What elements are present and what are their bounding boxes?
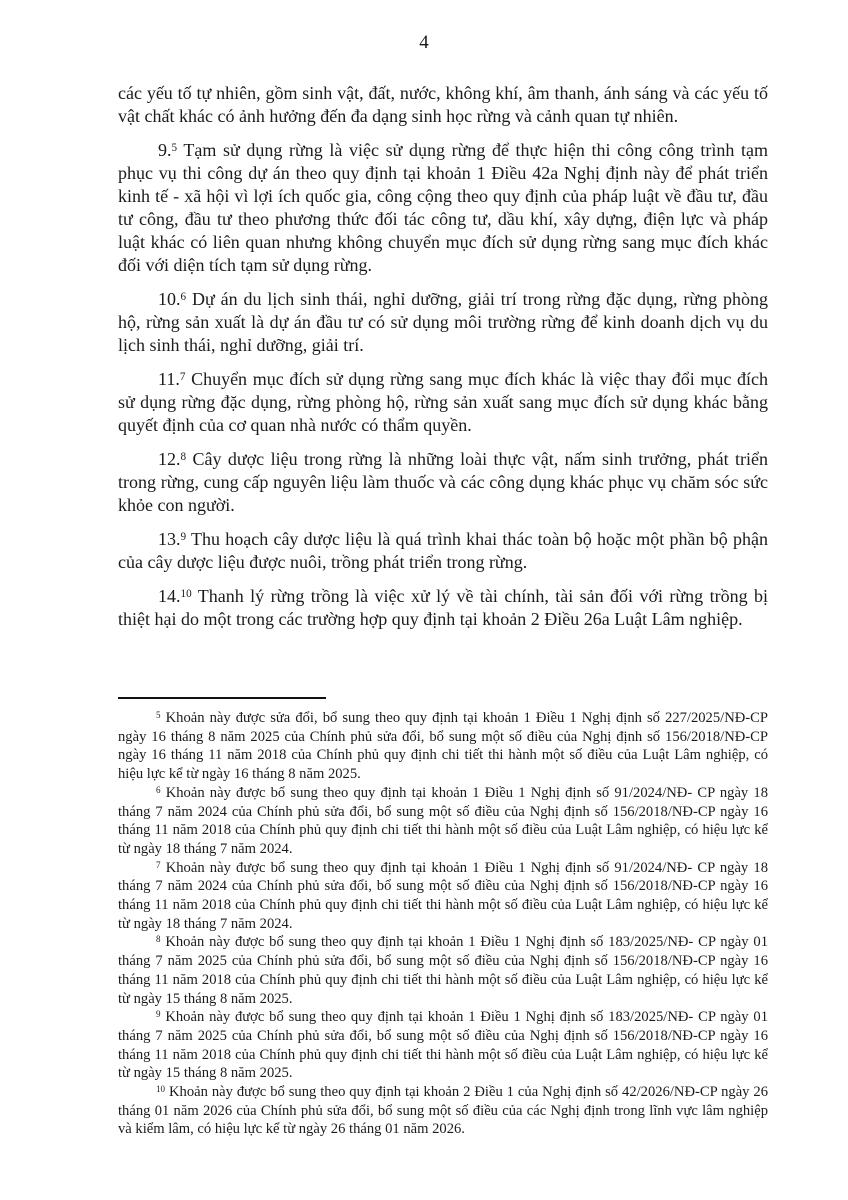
footnote-separator [118, 697, 326, 699]
paragraph-number: 13. [158, 529, 181, 549]
paragraph-number: 14. [158, 586, 181, 606]
body-paragraph-10 [118, 288, 768, 357]
paragraph-number: 12. [158, 449, 181, 469]
body-paragraph-12 [118, 448, 768, 517]
footnote-number: 5 [156, 709, 161, 720]
paragraph-number: 9. [158, 140, 172, 160]
body-paragraph-14 [118, 585, 768, 631]
footnote-number: 7 [156, 859, 161, 870]
footnote-text: Khoản này được bổ sung theo quy định tại khoản 1 Điều 1 Nghị định số 91/2024/NĐ- CP ngày 18 tháng 7 năm 2024 của Chính phủ sửa đổi, bổ sung một số điều của Nghị định số 156/2018/NĐ-CP ngày 16 tháng 11 năm 2018 của Chính phủ quy định chi tiết thi hành một số điều của Luật Lâm nghiệp, có hiệu lực kể từ ngày 18 tháng 7 năm 2024. [118, 784, 768, 857]
footnote-number: 9 [156, 1009, 161, 1020]
paragraph-number: 10. [158, 289, 181, 309]
body-paragraph-continuation [118, 82, 768, 128]
footnote-text: Khoản này được bổ sung theo quy định tại khoản 1 Điều 1 Nghị định số 183/2025/NĐ- CP ngày 01 tháng 7 năm 2025 của Chính phủ sửa đổi, bổ sung một số điều của Nghị định số 156/2018/NĐ-CP ngày 16 tháng 11 năm 2018 của Chính phủ quy định chi tiết thi hành một số điều của Luật Lâm nghiệp, có hiệu lực kể từ ngày 15 tháng 8 năm 2025. [118, 1009, 768, 1082]
paragraph-text: Thu hoạch cây dược liệu là quá trình khai thác toàn bộ hoặc một phần bộ phận của cây dược liệu được nuôi, trồng phát triển trong rừng. [118, 529, 768, 572]
body-text [118, 82, 768, 642]
paragraph-text: Thanh lý rừng trồng là việc xử lý về tài chính, tài sản đối với rừng trồng bị thiệt hại do một trong các trường hợp quy định tại khoản 2 Điều 26a Luật Lâm nghiệp. [118, 586, 768, 629]
paragraph-text: Cây dược liệu trong rừng là những loài thực vật, nấm sinh trưởng, phát triển trong rừng, cung cấp nguyên liệu làm thuốc và các công dụng khác phục vụ chăm sóc sức khỏe con người. [118, 449, 768, 515]
paragraph-text: các yếu tố tự nhiên, gồm sinh vật, đất, nước, không khí, âm thanh, ánh sáng và các yếu tố vật chất khác có ảnh hưởng đến đa dạng sinh học rừng và cảnh quan tự nhiên. [118, 83, 768, 126]
footnote-ref-marker: 10 [180, 587, 192, 600]
footnote-ref-marker: 5 [171, 141, 178, 154]
footnote-text: Khoản này được bổ sung theo quy định tại khoản 1 Điều 1 Nghị định số 183/2025/NĐ- CP ngày 01 tháng 7 năm 2025 của Chính phủ sửa đổi, bổ sung một số điều của Nghị định số 156/2018/NĐ-CP ngày 16 tháng 11 năm 2018 của Chính phủ quy định chi tiết thi hành một số điều của Luật Lâm nghiệp, có hiệu lực kể từ ngày 15 tháng 8 năm 2025. [118, 934, 768, 1007]
footnote-ref-marker: 7 [179, 370, 186, 383]
footnote-text: Khoản này được bổ sung theo quy định tại khoản 2 Điều 1 của Nghị định số 42/2026/NĐ-CP ngày 26 tháng 01 năm 2026 của Chính phủ sửa đổi, bổ sung một số điều của các Nghị định trong lĩnh vực lâm nghiệp và kiểm lâm, có hiệu lực kể từ ngày 26 tháng 01 năm 2026. [118, 1084, 769, 1138]
footnote-number: 8 [156, 934, 161, 945]
paragraph-text: Dự án du lịch sinh thái, nghỉ dưỡng, giải trí trong rừng đặc dụng, rừng phòng hộ, rừng sản xuất là dự án đầu tư có sử dụng môi trường rừng để kinh doanh dịch vụ du lịch sinh thái, nghỉ dưỡng, giải trí. [118, 289, 769, 355]
footnote-5 [118, 709, 768, 784]
footnote-ref-marker: 6 [180, 290, 187, 303]
body-paragraph-13 [118, 528, 768, 574]
paragraph-number: 11. [158, 369, 180, 389]
footnote-number: 10 [156, 1084, 166, 1094]
footnote-ref-marker: 9 [180, 530, 187, 543]
footnote-block [118, 697, 768, 1139]
body-paragraph-9 [118, 139, 768, 277]
footnote-6 [118, 784, 768, 859]
paragraph-text: Chuyển mục đích sử dụng rừng sang mục đích khác là việc thay đổi mục đích sử dụng rừng đặc dụng, rừng phòng hộ, rừng sản xuất sang mục đích sử dụng khác bằng quyết định của cơ quan nhà nước có thẩm quyền. [118, 369, 768, 435]
body-paragraph-11 [118, 368, 768, 437]
footnote-number: 6 [156, 784, 161, 795]
footnote-8 [118, 933, 768, 1008]
footnote-text: Khoản này được bổ sung theo quy định tại khoản 1 Điều 1 Nghị định số 91/2024/NĐ- CP ngày 18 tháng 7 năm 2024 của Chính phủ sửa đổi, bổ sung một số điều của Nghị định số 156/2018/NĐ-CP ngày 16 tháng 11 năm 2018 của Chính phủ quy định chi tiết thi hành một số điều của Luật Lâm nghiệp, có hiệu lực kể từ ngày 18 tháng 7 năm 2024. [118, 859, 768, 932]
footnote-9 [118, 1008, 768, 1083]
page-number: 4 [419, 32, 429, 53]
footnote-10 [118, 1083, 768, 1139]
footnote-7 [118, 859, 768, 934]
footnote-text: Khoản này được sửa đổi, bổ sung theo quy định tại khoản 1 Điều 1 Nghị định số 227/2025/NĐ-CP ngày 16 tháng 8 năm 2025 của Chính phủ sửa đổi, bổ sung một số điều của Nghị định số 156/2018/NĐ-CP ngày 16 tháng 11 năm 2018 của Chính phủ quy định chi tiết thi hành một số điều của Luật Lâm nghiệp, có hiệu lực kể từ ngày 16 tháng 8 năm 2025. [118, 710, 768, 783]
paragraph-text: Tạm sử dụng rừng là việc sử dụng rừng để thực hiện thi công công trình tạm phục vụ thi công dự án theo quy định tại khoản 1 Điều 42a Nghị định này để phát triển kinh tế - xã hội vì lợi ích quốc gia, công cộng theo quy định của pháp luật về đầu tư, đầu tư công, đầu tư theo phương thức đối tác công tư, dầu khí, xây dựng, điện lực và pháp luật khác có liên quan nhưng không chuyển mục đích sử dụng rừng sang mục đích khác đối với diện tích tạm sử dụng rừng. [118, 140, 768, 275]
footnote-ref-marker: 8 [180, 450, 187, 463]
